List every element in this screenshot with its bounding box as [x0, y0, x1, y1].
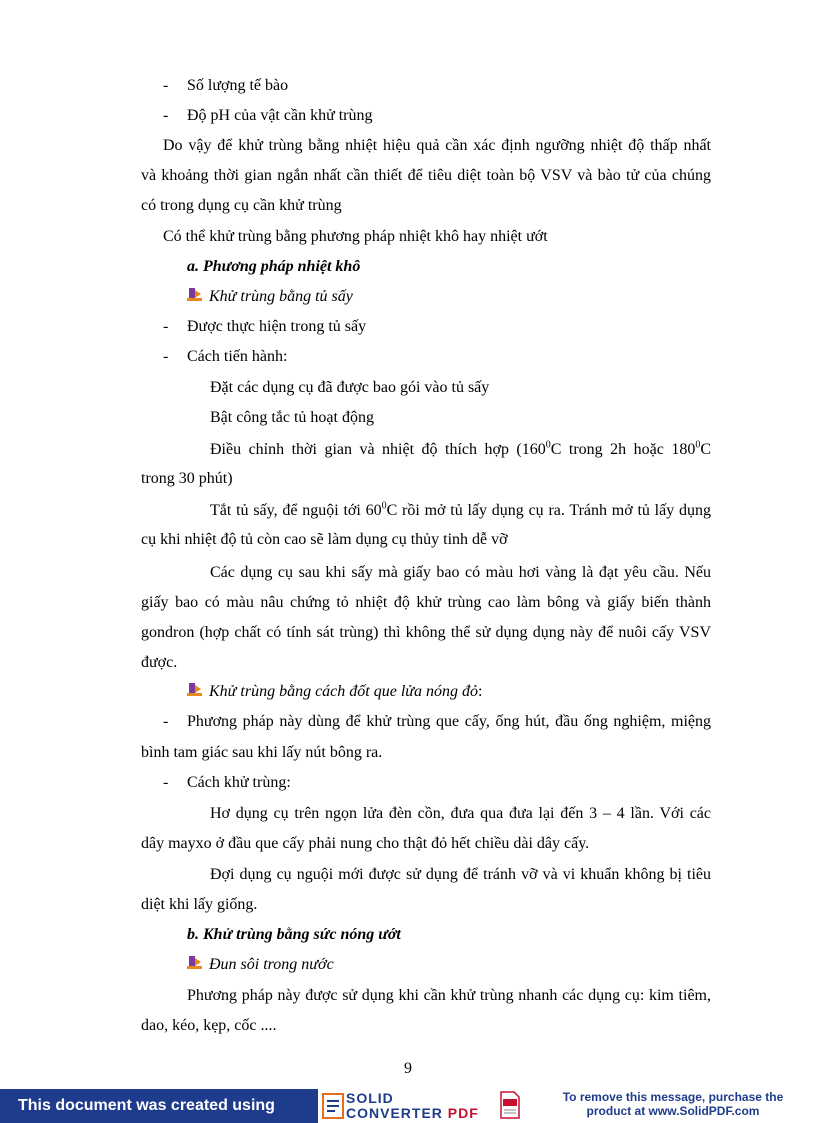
paragraph-line: và khoảng thời gian ngắn nhất cần thiết để tiêu diệt toàn bộ VSV và bào tử của chúng	[141, 167, 711, 184]
paragraph-line: Phương pháp này dùng để khử trùng que cấy, ống hút, đầu ống nghiệm, miệng	[187, 713, 711, 730]
solid-logo-icon	[322, 1093, 344, 1119]
list-item: Cách khử trùng:	[187, 774, 291, 791]
list-item: Được thực hiện trong tủ sấy	[187, 318, 367, 335]
pdf-document-icon	[500, 1091, 520, 1119]
paragraph-line: gondron (hợp chất có tính sát trùng) thì không thể sử dụng dụng này để nuôi cấy VSV	[141, 624, 711, 641]
dash: -	[163, 107, 169, 124]
paragraph-line: Do vậy để khử trùng bằng nhiệt hiệu quả cần xác định ngưỡng nhiệt độ thấp nhất	[163, 137, 711, 154]
paragraph-line: diệt khi lấy giống.	[141, 896, 258, 913]
logo-wordmark: SOLID CONVERTER PDF	[346, 1090, 479, 1121]
paragraph-line: Có thể khử trùng bằng phương pháp nhiệt khô hay nhiệt ướt	[163, 228, 548, 245]
dash: -	[163, 713, 169, 730]
paragraph-line: Hơ dụng cụ trên ngọn lửa đèn cồn, đưa qua đưa lại đến 3 – 4 lần. Với các	[210, 805, 711, 822]
page-number: 9	[404, 1060, 412, 1077]
subsection-heading: Khử trùng bằng tủ sấy	[209, 288, 353, 305]
dash: -	[163, 348, 169, 365]
paragraph-line: Các dụng cụ sau khi sấy mà giấy bao có màu hơi vàng là đạt yêu cầu. Nếu	[210, 564, 711, 581]
paragraph-line: trong 30 phút)	[141, 470, 233, 487]
paragraph-line: Phương pháp này được sử dụng khi cần khử trùng nhanh các dụng cụ: kim tiêm,	[187, 987, 711, 1004]
solidpdf-link[interactable]: www.SolidPDF.com	[648, 1104, 760, 1118]
paragraph-line: dao, kéo, kẹp, cốc ....	[141, 1017, 277, 1034]
section-heading: b. Khử trùng bằng sức nóng ướt	[187, 926, 401, 943]
footer-purchase-message: To remove this message, purchase the product at www.SolidPDF.com	[562, 1090, 784, 1118]
subsection-heading: Khử trùng bằng cách đốt que lửa nóng đỏ:	[209, 683, 483, 700]
paragraph-line: được.	[141, 654, 178, 671]
paragraph-line: có trong dụng cụ cần khử trùng	[141, 197, 342, 214]
paragraph-line: bình tam giác sau khi lấy nút bông ra.	[141, 744, 383, 761]
section-heading: a. Phương pháp nhiệt khô	[187, 258, 361, 275]
bullet-arrow-icon	[187, 956, 202, 971]
paragraph-line: Tắt tủ sấy, để nguội tới $60^0C$ rồi mở tủ lấy dụng cụ ra. Tránh mở tủ lấy dụng	[210, 500, 711, 519]
paragraph-line: cụ khi nhiệt độ tủ còn cao sẽ làm dụng cụ thủy tinh dễ vỡ	[141, 531, 508, 548]
list-item: Độ pH của vật cần khử trùng	[187, 107, 373, 124]
list-item: Cách tiến hành:	[187, 348, 288, 365]
dash: -	[163, 77, 169, 94]
solid-converter-logo[interactable]	[322, 1091, 522, 1121]
subsection-heading: Đun sôi trong nước	[209, 956, 334, 973]
dash: -	[163, 774, 169, 791]
list-item: Số lượng tế bào	[187, 77, 289, 94]
paragraph-line: Đặt các dụng cụ đã được bao gói vào tủ sấy	[210, 379, 490, 396]
paragraph-line: Bật công tắc tủ hoạt động	[210, 409, 374, 426]
paragraph-line: Đợi dụng cụ nguội mới được sử dụng để tránh vỡ và vi khuẩn không bị tiêu	[210, 866, 711, 883]
paragraph-line: dây mayxo ở đầu que cấy phải nung cho thật đỏ hết chiều dài dây cấy.	[141, 835, 590, 852]
bullet-arrow-icon	[187, 683, 202, 698]
watermark-footer	[0, 1089, 816, 1123]
paragraph-line: Điều chỉnh thời gian và nhiệt độ thích hợp ($160^0C$ trong 2h hoặc $180^0C$	[210, 439, 711, 458]
paragraph-line: giấy bao có màu nâu chứng tỏ nhiệt độ khử trùng cao làm bông và giấy biến thành	[141, 594, 711, 611]
footer-created-using-text: This document was created using	[0, 1089, 318, 1123]
dash: -	[163, 318, 169, 335]
bullet-arrow-icon	[187, 288, 202, 303]
